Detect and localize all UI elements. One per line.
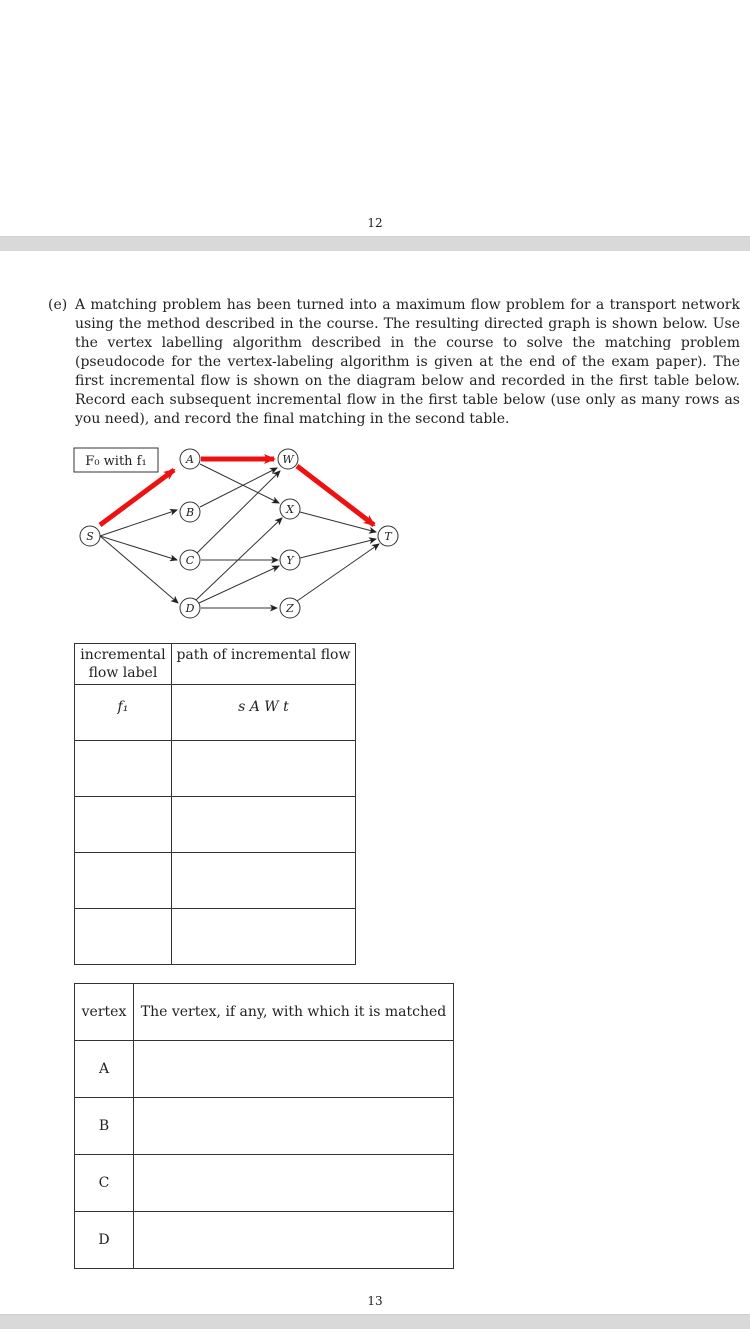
node-w <box>278 449 298 469</box>
page-separator <box>0 1314 750 1329</box>
svg-text:A: A <box>186 453 194 466</box>
match-cell[interactable] <box>134 1041 454 1098</box>
flow-network-graph <box>70 446 410 626</box>
flow-path-cell[interactable] <box>171 853 355 909</box>
flow-label-cell[interactable] <box>75 797 172 853</box>
edge-s-a-flow <box>100 470 174 525</box>
svg-text:D: D <box>185 602 195 615</box>
vertex-cell: B <box>75 1098 134 1155</box>
edge-z-t <box>297 544 379 601</box>
table-row <box>75 853 356 909</box>
node-t <box>378 526 398 546</box>
edge-d-x <box>196 518 282 600</box>
vertex-header: vertex <box>75 984 134 1041</box>
match-cell[interactable] <box>134 1098 454 1155</box>
edge-d-y <box>199 566 279 603</box>
flow-path-cell[interactable] <box>171 909 355 965</box>
node-b <box>180 502 200 522</box>
flow-label-cell[interactable] <box>75 909 172 965</box>
node-y <box>280 550 300 570</box>
edge-s-c <box>100 536 177 560</box>
svg-text:Z: Z <box>286 602 294 615</box>
svg-text:Y: Y <box>286 554 294 567</box>
graph-caption: F₀ with f₁ <box>85 454 147 469</box>
table-row <box>75 1212 454 1269</box>
flow-label-header: incremental flow label <box>75 644 172 685</box>
flow-path-cell[interactable] <box>171 797 355 853</box>
node-a <box>180 449 200 469</box>
incremental-flow-table <box>74 643 356 965</box>
flow-path-cell[interactable]: s A W t <box>171 685 355 741</box>
table-header-row <box>75 644 356 685</box>
match-cell[interactable] <box>134 1155 454 1212</box>
edge-y-t <box>300 539 376 558</box>
table-row <box>75 909 356 965</box>
node-c <box>180 550 200 570</box>
flow-path-header: path of incremental flow <box>171 644 355 685</box>
match-cell[interactable] <box>134 1212 454 1269</box>
node-s <box>80 526 100 546</box>
table-row <box>75 797 356 853</box>
flow-path-cell[interactable] <box>171 741 355 797</box>
vertex-cell: C <box>75 1155 134 1212</box>
table-row <box>75 1155 454 1212</box>
vertex-cell: A <box>75 1041 134 1098</box>
page-number-top: 12 <box>367 216 383 230</box>
question-label: (e) <box>48 297 68 313</box>
edge-w-t-flow <box>297 466 374 525</box>
svg-text:B: B <box>185 506 195 519</box>
node-z <box>280 598 300 618</box>
table-row <box>75 1098 454 1155</box>
flow-label-cell[interactable] <box>75 741 172 797</box>
question-e <box>48 296 740 429</box>
vertex-cell: D <box>75 1212 134 1269</box>
match-header: The vertex, if any, with which it is matched <box>134 984 454 1041</box>
flow-label-cell[interactable]: f₁ <box>75 685 172 741</box>
node-d <box>180 598 200 618</box>
page-separator <box>0 236 750 251</box>
node-x <box>280 499 300 519</box>
edge-b-w <box>200 468 277 507</box>
edge-c-w <box>196 471 280 554</box>
page-number-bottom: 13 <box>367 1294 383 1308</box>
flow-label-cell[interactable] <box>75 853 172 909</box>
table-row <box>75 741 356 797</box>
matching-table <box>74 983 454 1269</box>
svg-text:C: C <box>185 554 195 567</box>
svg-text:W: W <box>282 453 294 466</box>
svg-text:X: X <box>286 503 294 516</box>
edge-s-d <box>100 536 178 603</box>
table-row <box>75 1041 454 1098</box>
svg-text:S: S <box>86 530 94 543</box>
table-header-row <box>75 984 454 1041</box>
svg-text:T: T <box>384 530 392 543</box>
question-text: A matching problem has been turned into a maximum flow problem for a transport network using the method described in the course. The resulting directed graph is shown below. Use the vertex labelling algorithm described in the course to solve the matching problem (pseudocode for the vertex-labeling algorithm is given at the end of the exam paper). The first incremental flow is shown on the diagram below and recorded in the first table below. Record each subsequent incremental flow in the first table below (use only as many rows as you need), and record the final matching in the second table. <box>75 297 740 427</box>
table-row <box>75 685 356 741</box>
